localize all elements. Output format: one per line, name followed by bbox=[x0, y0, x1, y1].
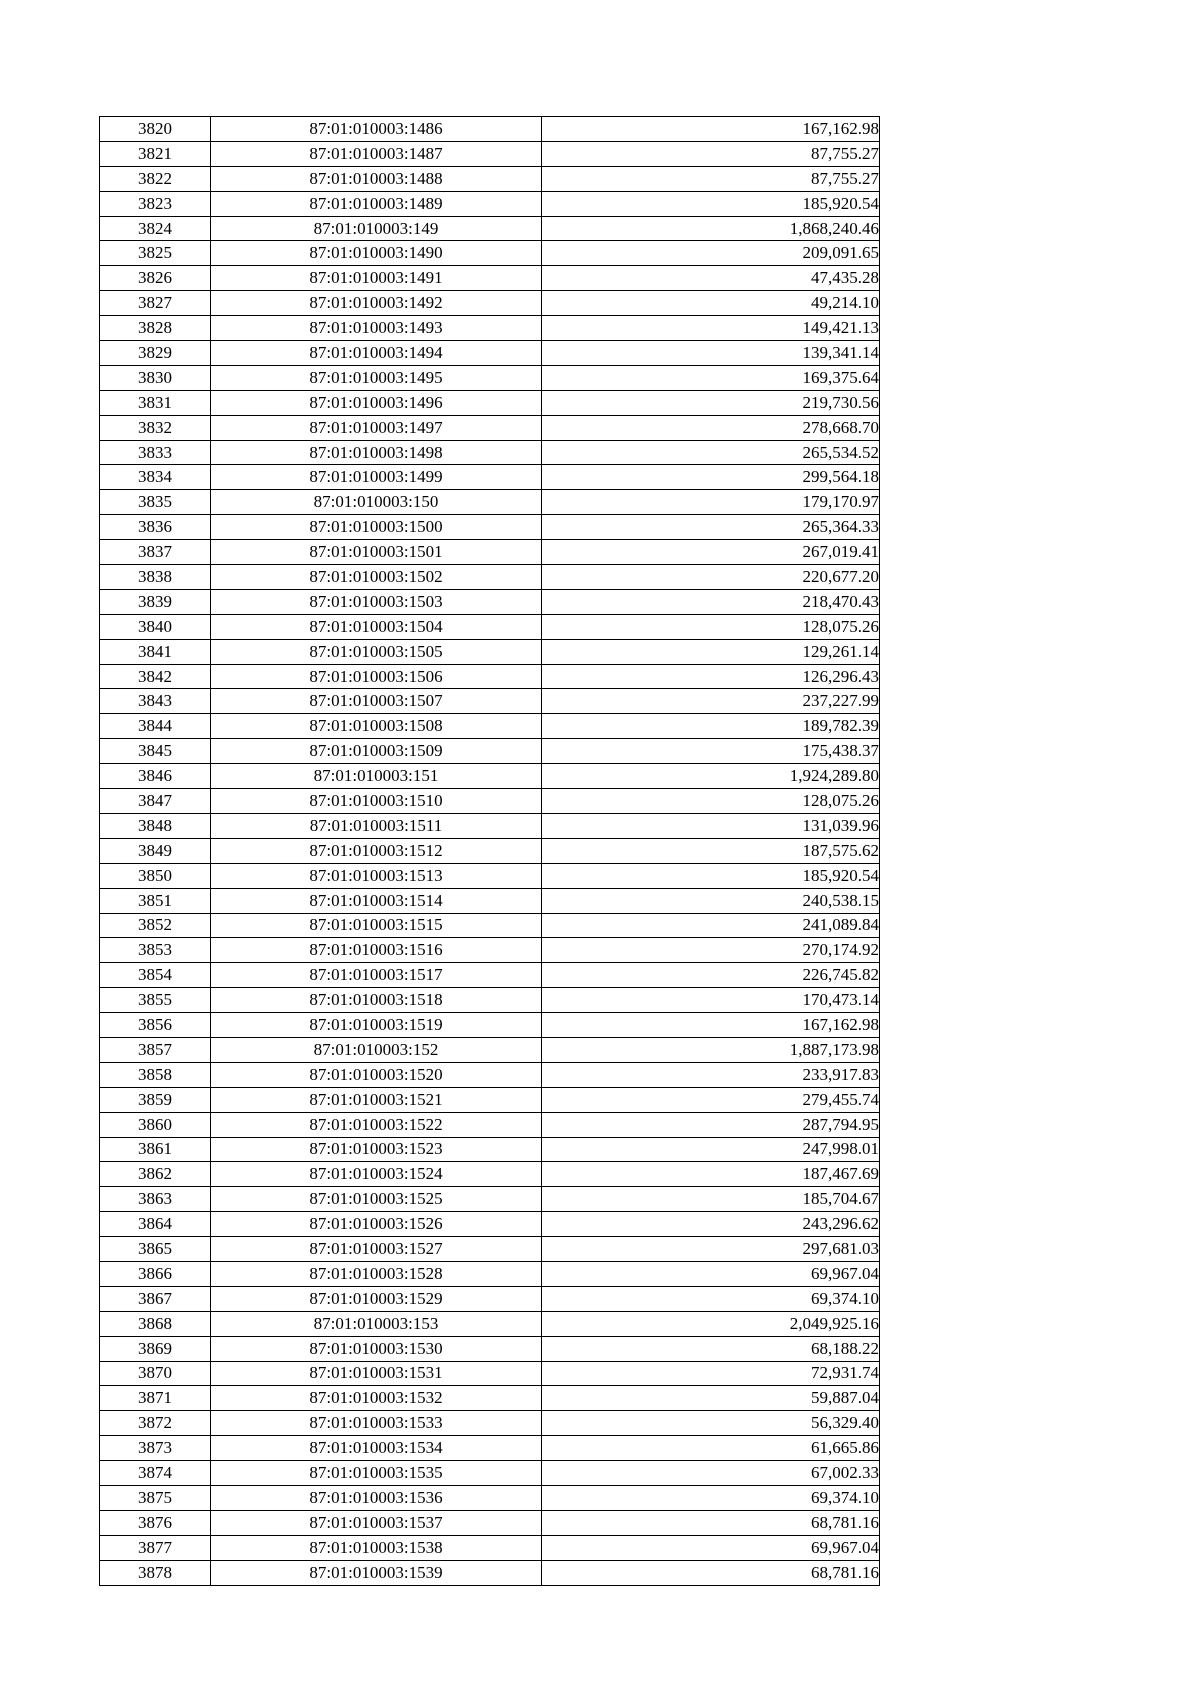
table-row bbox=[100, 191, 880, 216]
table-row bbox=[100, 1311, 880, 1336]
cadastral-code-cell: 87:01:010003:153 bbox=[211, 1311, 542, 1336]
table-row bbox=[100, 1485, 880, 1510]
row-number-cell: 3846 bbox=[100, 764, 211, 789]
cadastral-code-cell: 87:01:010003:1495 bbox=[211, 365, 542, 390]
cadastral-code-cell: 87:01:010003:1500 bbox=[211, 515, 542, 540]
value-cell: 226,745.82 bbox=[542, 963, 880, 988]
row-number-cell: 3863 bbox=[100, 1187, 211, 1212]
value-cell: 69,374.10 bbox=[542, 1286, 880, 1311]
row-number-cell: 3843 bbox=[100, 689, 211, 714]
row-number-cell: 3866 bbox=[100, 1261, 211, 1286]
value-cell: 1,868,240.46 bbox=[542, 216, 880, 241]
table-row bbox=[100, 963, 880, 988]
row-number-cell: 3859 bbox=[100, 1087, 211, 1112]
row-number-cell: 3854 bbox=[100, 963, 211, 988]
value-cell: 270,174.92 bbox=[542, 938, 880, 963]
cadastral-code-cell: 87:01:010003:1527 bbox=[211, 1237, 542, 1262]
row-number-cell: 3858 bbox=[100, 1062, 211, 1087]
row-number-cell: 3824 bbox=[100, 216, 211, 241]
row-number-cell: 3837 bbox=[100, 540, 211, 565]
table-row bbox=[100, 589, 880, 614]
table-row bbox=[100, 440, 880, 465]
cadastral-code-cell: 87:01:010003:1506 bbox=[211, 664, 542, 689]
row-number-cell: 3828 bbox=[100, 316, 211, 341]
cadastral-code-cell: 87:01:010003:1491 bbox=[211, 266, 542, 291]
value-cell: 265,364.33 bbox=[542, 515, 880, 540]
cadastral-code-cell: 87:01:010003:1517 bbox=[211, 963, 542, 988]
value-cell: 169,375.64 bbox=[542, 365, 880, 390]
value-cell: 243,296.62 bbox=[542, 1212, 880, 1237]
table-row bbox=[100, 938, 880, 963]
cadastral-code-cell: 87:01:010003:1507 bbox=[211, 689, 542, 714]
value-cell: 87,755.27 bbox=[542, 166, 880, 191]
value-cell: 240,538.15 bbox=[542, 888, 880, 913]
cadastral-code-cell: 87:01:010003:1512 bbox=[211, 838, 542, 863]
row-number-cell: 3869 bbox=[100, 1336, 211, 1361]
value-cell: 69,967.04 bbox=[542, 1535, 880, 1560]
row-number-cell: 3875 bbox=[100, 1485, 211, 1510]
value-cell: 187,575.62 bbox=[542, 838, 880, 863]
value-cell: 131,039.96 bbox=[542, 813, 880, 838]
row-number-cell: 3832 bbox=[100, 415, 211, 440]
table-row bbox=[100, 316, 880, 341]
value-cell: 59,887.04 bbox=[542, 1386, 880, 1411]
table-row bbox=[100, 1436, 880, 1461]
row-number-cell: 3852 bbox=[100, 913, 211, 938]
cadastral-code-cell: 87:01:010003:1508 bbox=[211, 714, 542, 739]
cadastral-code-cell: 87:01:010003:1522 bbox=[211, 1112, 542, 1137]
row-number-cell: 3844 bbox=[100, 714, 211, 739]
value-cell: 185,920.54 bbox=[542, 863, 880, 888]
value-cell: 68,188.22 bbox=[542, 1336, 880, 1361]
table-row bbox=[100, 1237, 880, 1262]
row-number-cell: 3867 bbox=[100, 1286, 211, 1311]
value-cell: 167,162.98 bbox=[542, 117, 880, 142]
row-number-cell: 3872 bbox=[100, 1411, 211, 1436]
row-number-cell: 3841 bbox=[100, 639, 211, 664]
cadastral-code-cell: 87:01:010003:1521 bbox=[211, 1087, 542, 1112]
cadastral-code-cell: 87:01:010003:1535 bbox=[211, 1461, 542, 1486]
value-cell: 49,214.10 bbox=[542, 291, 880, 316]
cadastral-code-cell: 87:01:010003:1520 bbox=[211, 1062, 542, 1087]
cadastral-code-cell: 87:01:010003:1514 bbox=[211, 888, 542, 913]
row-number-cell: 3830 bbox=[100, 365, 211, 390]
table-row bbox=[100, 415, 880, 440]
row-number-cell: 3865 bbox=[100, 1237, 211, 1262]
row-number-cell: 3853 bbox=[100, 938, 211, 963]
cadastral-code-cell: 87:01:010003:1504 bbox=[211, 614, 542, 639]
table-row bbox=[100, 664, 880, 689]
table-row bbox=[100, 1286, 880, 1311]
table-row bbox=[100, 1361, 880, 1386]
value-cell: 167,162.98 bbox=[542, 1013, 880, 1038]
cadastral-code-cell: 87:01:010003:1489 bbox=[211, 191, 542, 216]
value-cell: 68,781.16 bbox=[542, 1510, 880, 1535]
row-number-cell: 3862 bbox=[100, 1162, 211, 1187]
cadastral-code-cell: 87:01:010003:1493 bbox=[211, 316, 542, 341]
value-cell: 279,455.74 bbox=[542, 1087, 880, 1112]
cadastral-code-cell: 87:01:010003:1505 bbox=[211, 639, 542, 664]
value-cell: 185,704.67 bbox=[542, 1187, 880, 1212]
value-cell: 139,341.14 bbox=[542, 341, 880, 366]
row-number-cell: 3831 bbox=[100, 390, 211, 415]
row-number-cell: 3847 bbox=[100, 789, 211, 814]
table-row bbox=[100, 117, 880, 142]
cadastral-code-cell: 87:01:010003:1539 bbox=[211, 1560, 542, 1585]
row-number-cell: 3850 bbox=[100, 863, 211, 888]
value-cell: 1,887,173.98 bbox=[542, 1037, 880, 1062]
value-cell: 287,794.95 bbox=[542, 1112, 880, 1137]
table-row bbox=[100, 1535, 880, 1560]
table-row bbox=[100, 540, 880, 565]
row-number-cell: 3834 bbox=[100, 465, 211, 490]
table-row bbox=[100, 365, 880, 390]
table-row bbox=[100, 490, 880, 515]
value-cell: 128,075.26 bbox=[542, 614, 880, 639]
value-cell: 1,924,289.80 bbox=[542, 764, 880, 789]
table-row bbox=[100, 515, 880, 540]
table-row bbox=[100, 1411, 880, 1436]
row-number-cell: 3849 bbox=[100, 838, 211, 863]
row-number-cell: 3821 bbox=[100, 141, 211, 166]
table-row bbox=[100, 614, 880, 639]
cadastral-code-cell: 87:01:010003:151 bbox=[211, 764, 542, 789]
cadastral-code-cell: 87:01:010003:1488 bbox=[211, 166, 542, 191]
cadastral-code-cell: 87:01:010003:1529 bbox=[211, 1286, 542, 1311]
table-row bbox=[100, 465, 880, 490]
table-row bbox=[100, 913, 880, 938]
table-row bbox=[100, 1162, 880, 1187]
value-cell: 72,931.74 bbox=[542, 1361, 880, 1386]
row-number-cell: 3833 bbox=[100, 440, 211, 465]
row-number-cell: 3877 bbox=[100, 1535, 211, 1560]
table-row bbox=[100, 1112, 880, 1137]
cadastral-code-cell: 87:01:010003:1528 bbox=[211, 1261, 542, 1286]
cadastral-code-cell: 87:01:010003:1496 bbox=[211, 390, 542, 415]
cadastral-code-cell: 87:01:010003:1518 bbox=[211, 988, 542, 1013]
table-row bbox=[100, 863, 880, 888]
row-number-cell: 3836 bbox=[100, 515, 211, 540]
value-cell: 69,967.04 bbox=[542, 1261, 880, 1286]
cadastral-code-cell: 87:01:010003:1516 bbox=[211, 938, 542, 963]
row-number-cell: 3838 bbox=[100, 565, 211, 590]
row-number-cell: 3839 bbox=[100, 589, 211, 614]
cadastral-code-cell: 87:01:010003:1494 bbox=[211, 341, 542, 366]
value-cell: 56,329.40 bbox=[542, 1411, 880, 1436]
value-cell: 189,782.39 bbox=[542, 714, 880, 739]
table-row bbox=[100, 1510, 880, 1535]
cadastral-code-cell: 87:01:010003:1532 bbox=[211, 1386, 542, 1411]
row-number-cell: 3823 bbox=[100, 191, 211, 216]
cadastral-code-cell: 87:01:010003:1510 bbox=[211, 789, 542, 814]
row-number-cell: 3829 bbox=[100, 341, 211, 366]
row-number-cell: 3876 bbox=[100, 1510, 211, 1535]
cadastral-code-cell: 87:01:010003:1513 bbox=[211, 863, 542, 888]
data-table bbox=[99, 116, 880, 1586]
table-row bbox=[100, 689, 880, 714]
table-row bbox=[100, 166, 880, 191]
cadastral-code-cell: 87:01:010003:1538 bbox=[211, 1535, 542, 1560]
table-row bbox=[100, 291, 880, 316]
table-row bbox=[100, 266, 880, 291]
row-number-cell: 3842 bbox=[100, 664, 211, 689]
value-cell: 129,261.14 bbox=[542, 639, 880, 664]
cadastral-code-cell: 87:01:010003:1492 bbox=[211, 291, 542, 316]
table-row bbox=[100, 1336, 880, 1361]
table-row bbox=[100, 813, 880, 838]
cadastral-code-cell: 87:01:010003:1524 bbox=[211, 1162, 542, 1187]
row-number-cell: 3835 bbox=[100, 490, 211, 515]
row-number-cell: 3861 bbox=[100, 1137, 211, 1162]
cadastral-code-cell: 87:01:010003:1503 bbox=[211, 589, 542, 614]
table-row bbox=[100, 1187, 880, 1212]
cadastral-code-cell: 87:01:010003:1537 bbox=[211, 1510, 542, 1535]
cadastral-code-cell: 87:01:010003:1501 bbox=[211, 540, 542, 565]
row-number-cell: 3860 bbox=[100, 1112, 211, 1137]
row-number-cell: 3851 bbox=[100, 888, 211, 913]
value-cell: 128,075.26 bbox=[542, 789, 880, 814]
row-number-cell: 3864 bbox=[100, 1212, 211, 1237]
cadastral-code-cell: 87:01:010003:1497 bbox=[211, 415, 542, 440]
table-row bbox=[100, 764, 880, 789]
row-number-cell: 3827 bbox=[100, 291, 211, 316]
value-cell: 61,665.86 bbox=[542, 1436, 880, 1461]
cadastral-code-cell: 87:01:010003:1533 bbox=[211, 1411, 542, 1436]
cadastral-code-cell: 87:01:010003:1519 bbox=[211, 1013, 542, 1038]
row-number-cell: 3870 bbox=[100, 1361, 211, 1386]
table-row bbox=[100, 739, 880, 764]
table-row bbox=[100, 1212, 880, 1237]
cadastral-code-cell: 87:01:010003:1486 bbox=[211, 117, 542, 142]
value-cell: 47,435.28 bbox=[542, 266, 880, 291]
cadastral-code-cell: 87:01:010003:1502 bbox=[211, 565, 542, 590]
row-number-cell: 3820 bbox=[100, 117, 211, 142]
value-cell: 187,467.69 bbox=[542, 1162, 880, 1187]
value-cell: 237,227.99 bbox=[542, 689, 880, 714]
table-row bbox=[100, 216, 880, 241]
row-number-cell: 3822 bbox=[100, 166, 211, 191]
cadastral-code-cell: 87:01:010003:1534 bbox=[211, 1436, 542, 1461]
table-row bbox=[100, 1386, 880, 1411]
table-row bbox=[100, 888, 880, 913]
table-row bbox=[100, 1461, 880, 1486]
cadastral-code-cell: 87:01:010003:1523 bbox=[211, 1137, 542, 1162]
table-row bbox=[100, 639, 880, 664]
cadastral-code-cell: 87:01:010003:1530 bbox=[211, 1336, 542, 1361]
value-cell: 278,668.70 bbox=[542, 415, 880, 440]
value-cell: 219,730.56 bbox=[542, 390, 880, 415]
cadastral-code-cell: 87:01:010003:1531 bbox=[211, 1361, 542, 1386]
row-number-cell: 3845 bbox=[100, 739, 211, 764]
table-row bbox=[100, 565, 880, 590]
table-row bbox=[100, 1037, 880, 1062]
value-cell: 170,473.14 bbox=[542, 988, 880, 1013]
table-row bbox=[100, 141, 880, 166]
value-cell: 265,534.52 bbox=[542, 440, 880, 465]
row-number-cell: 3857 bbox=[100, 1037, 211, 1062]
value-cell: 267,019.41 bbox=[542, 540, 880, 565]
value-cell: 175,438.37 bbox=[542, 739, 880, 764]
value-cell: 299,564.18 bbox=[542, 465, 880, 490]
table-row bbox=[100, 1560, 880, 1585]
row-number-cell: 3848 bbox=[100, 813, 211, 838]
row-number-cell: 3825 bbox=[100, 241, 211, 266]
cadastral-code-cell: 87:01:010003:1509 bbox=[211, 739, 542, 764]
cadastral-code-cell: 87:01:010003:152 bbox=[211, 1037, 542, 1062]
row-number-cell: 3826 bbox=[100, 266, 211, 291]
cadastral-code-cell: 87:01:010003:1499 bbox=[211, 465, 542, 490]
table-row bbox=[100, 789, 880, 814]
row-number-cell: 3878 bbox=[100, 1560, 211, 1585]
value-cell: 247,998.01 bbox=[542, 1137, 880, 1162]
value-cell: 68,781.16 bbox=[542, 1560, 880, 1585]
value-cell: 233,917.83 bbox=[542, 1062, 880, 1087]
table-row bbox=[100, 1087, 880, 1112]
row-number-cell: 3855 bbox=[100, 988, 211, 1013]
value-cell: 69,374.10 bbox=[542, 1485, 880, 1510]
cadastral-code-cell: 87:01:010003:1490 bbox=[211, 241, 542, 266]
row-number-cell: 3871 bbox=[100, 1386, 211, 1411]
value-cell: 2,049,925.16 bbox=[542, 1311, 880, 1336]
value-cell: 149,421.13 bbox=[542, 316, 880, 341]
value-cell: 179,170.97 bbox=[542, 490, 880, 515]
table-row bbox=[100, 1261, 880, 1286]
value-cell: 87,755.27 bbox=[542, 141, 880, 166]
table-row bbox=[100, 390, 880, 415]
cadastral-code-cell: 87:01:010003:1525 bbox=[211, 1187, 542, 1212]
cadastral-code-cell: 87:01:010003:1526 bbox=[211, 1212, 542, 1237]
value-cell: 220,677.20 bbox=[542, 565, 880, 590]
table-row bbox=[100, 1062, 880, 1087]
value-cell: 297,681.03 bbox=[542, 1237, 880, 1262]
cadastral-code-cell: 87:01:010003:1536 bbox=[211, 1485, 542, 1510]
table-row bbox=[100, 988, 880, 1013]
value-cell: 241,089.84 bbox=[542, 913, 880, 938]
row-number-cell: 3840 bbox=[100, 614, 211, 639]
table-row bbox=[100, 341, 880, 366]
cadastral-code-cell: 87:01:010003:1498 bbox=[211, 440, 542, 465]
cadastral-code-cell: 87:01:010003:1511 bbox=[211, 813, 542, 838]
cadastral-code-cell: 87:01:010003:149 bbox=[211, 216, 542, 241]
table-row bbox=[100, 1137, 880, 1162]
value-cell: 218,470.43 bbox=[542, 589, 880, 614]
cadastral-code-cell: 87:01:010003:1487 bbox=[211, 141, 542, 166]
row-number-cell: 3868 bbox=[100, 1311, 211, 1336]
table-row bbox=[100, 1013, 880, 1038]
table-body bbox=[100, 117, 880, 1586]
row-number-cell: 3873 bbox=[100, 1436, 211, 1461]
cadastral-code-cell: 87:01:010003:150 bbox=[211, 490, 542, 515]
cadastral-code-cell: 87:01:010003:1515 bbox=[211, 913, 542, 938]
row-number-cell: 3856 bbox=[100, 1013, 211, 1038]
table-row bbox=[100, 838, 880, 863]
value-cell: 185,920.54 bbox=[542, 191, 880, 216]
row-number-cell: 3874 bbox=[100, 1461, 211, 1486]
table-row bbox=[100, 714, 880, 739]
value-cell: 67,002.33 bbox=[542, 1461, 880, 1486]
table-row bbox=[100, 241, 880, 266]
value-cell: 209,091.65 bbox=[542, 241, 880, 266]
value-cell: 126,296.43 bbox=[542, 664, 880, 689]
